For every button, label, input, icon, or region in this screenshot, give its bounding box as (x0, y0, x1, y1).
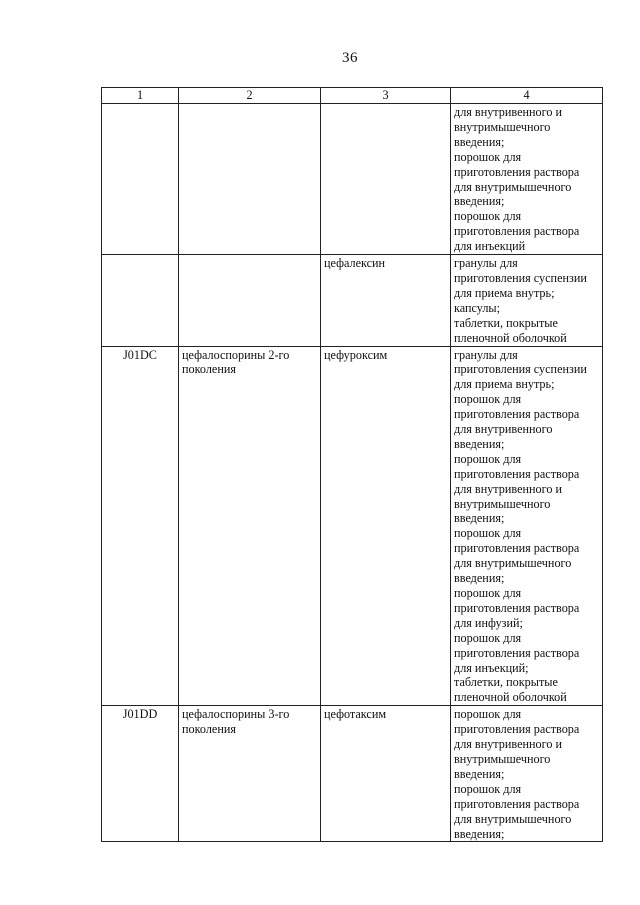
drug-name-cell: цефалексин (321, 255, 451, 346)
drug-group-cell: цефалоспорины 3-го поколения (179, 706, 321, 842)
dosage-form-line: введения; (454, 571, 505, 586)
dosage-form-line: приготовления раствора (454, 722, 580, 737)
dosage-form-line: приготовления раствора (454, 796, 580, 811)
dosage-form-line: для приема внутрь; (454, 285, 555, 300)
drug-group-cell (179, 104, 321, 255)
drug-group-cell (179, 255, 321, 346)
dosage-form-line: пленочной оболочкой (454, 330, 567, 345)
dosage-form-line: введения; (454, 194, 505, 209)
dosage-form-line: порошок для (454, 451, 522, 466)
dosage-form-line: для инъекций; (454, 660, 529, 675)
dosage-form-line: введения; (454, 766, 505, 781)
dosage-form-line: введения; (454, 511, 505, 526)
dosage-form-line: для внутримышечного (454, 811, 572, 826)
dosage-form-line: таблетки, покрытые (454, 675, 558, 690)
dosage-form-line: приготовления раствора (454, 645, 580, 660)
dosage-form-line: внутримышечного (454, 119, 551, 134)
atc-code-cell: J01DC (102, 346, 179, 706)
dosage-form-line: пленочной оболочкой (454, 690, 567, 705)
dosage-form-line: приготовления суспензии (454, 270, 587, 285)
table-header (102, 88, 603, 104)
table-row (102, 255, 603, 346)
column-header-2: 2 (179, 88, 321, 104)
dosage-form-line: внутримышечного (454, 496, 551, 511)
table-row (102, 104, 603, 255)
drug-name-cell: цефотаксим (321, 706, 451, 842)
table-row (102, 346, 603, 706)
dosage-form-line: порошок для (454, 707, 522, 722)
atc-code-cell (102, 255, 179, 346)
page-number: 36 (342, 50, 358, 66)
dosage-form-line: для внутривенного (454, 422, 553, 437)
dosage-form-line: капсулы; (454, 300, 500, 315)
dosage-form-line: приготовления суспензии (454, 362, 587, 377)
dosage-form-line: для внутримышечного (454, 179, 572, 194)
dosage-form-line: порошок для (454, 392, 522, 407)
dosage-form-line: приготовления раствора (454, 164, 580, 179)
dosage-form-line: для инъекций (454, 239, 526, 254)
dosage-form-line: внутримышечного (454, 751, 551, 766)
dosage-form-line: гранулы для (454, 256, 518, 271)
dosage-form-line: порошок для (454, 586, 522, 600)
dosage-form-line: таблетки, покрытые (454, 315, 558, 330)
column-header-4: 4 (451, 88, 603, 104)
table-row (102, 706, 603, 842)
dosage-form-line: введения; (454, 436, 505, 451)
dosage-form-line: для внутривенного и (454, 105, 562, 119)
dosage-form-line: введения; (454, 134, 505, 149)
dosage-form-line: введения; (454, 826, 505, 841)
dosage-form-line: порошок для (454, 630, 522, 645)
dosage-form-line: гранулы для (454, 347, 518, 362)
column-header-1: 1 (102, 88, 179, 104)
drug-group-cell: цефалоспорины 2-го поколения (179, 346, 321, 706)
dosage-forms-cell (451, 104, 603, 255)
dosage-form-line: приготовления раствора (454, 541, 580, 556)
dosage-form-line: порошок для (454, 149, 522, 164)
dosage-form-line: приготовления раствора (454, 407, 580, 422)
dosage-form-line: для внутривенного и (454, 737, 562, 752)
dosage-forms-cell (451, 255, 603, 346)
header-row (102, 88, 603, 104)
dosage-forms-cell (451, 346, 603, 706)
dosage-form-line: порошок для (454, 781, 522, 796)
dosage-form-line: для внутривенного и (454, 481, 562, 496)
dosage-form-line: приготовления раствора (454, 600, 580, 615)
medication-table (101, 87, 603, 842)
drug-name-cell: цефуроксим (321, 346, 451, 706)
atc-code-cell (102, 104, 179, 255)
dosage-form-line: для приема внутрь; (454, 377, 555, 392)
table-body (102, 104, 603, 842)
dosage-form-line: порошок для (454, 526, 522, 541)
dosage-form-line: для инфузий; (454, 615, 523, 630)
dosage-forms-cell (451, 706, 603, 842)
atc-code-cell: J01DD (102, 706, 179, 842)
dosage-form-line: приготовления раствора (454, 224, 580, 239)
column-header-3: 3 (321, 88, 451, 104)
dosage-form-line: порошок для (454, 209, 522, 224)
drug-name-cell (321, 104, 451, 255)
dosage-form-line: приготовления раствора (454, 466, 580, 481)
dosage-form-line: для внутримышечного (454, 556, 572, 571)
